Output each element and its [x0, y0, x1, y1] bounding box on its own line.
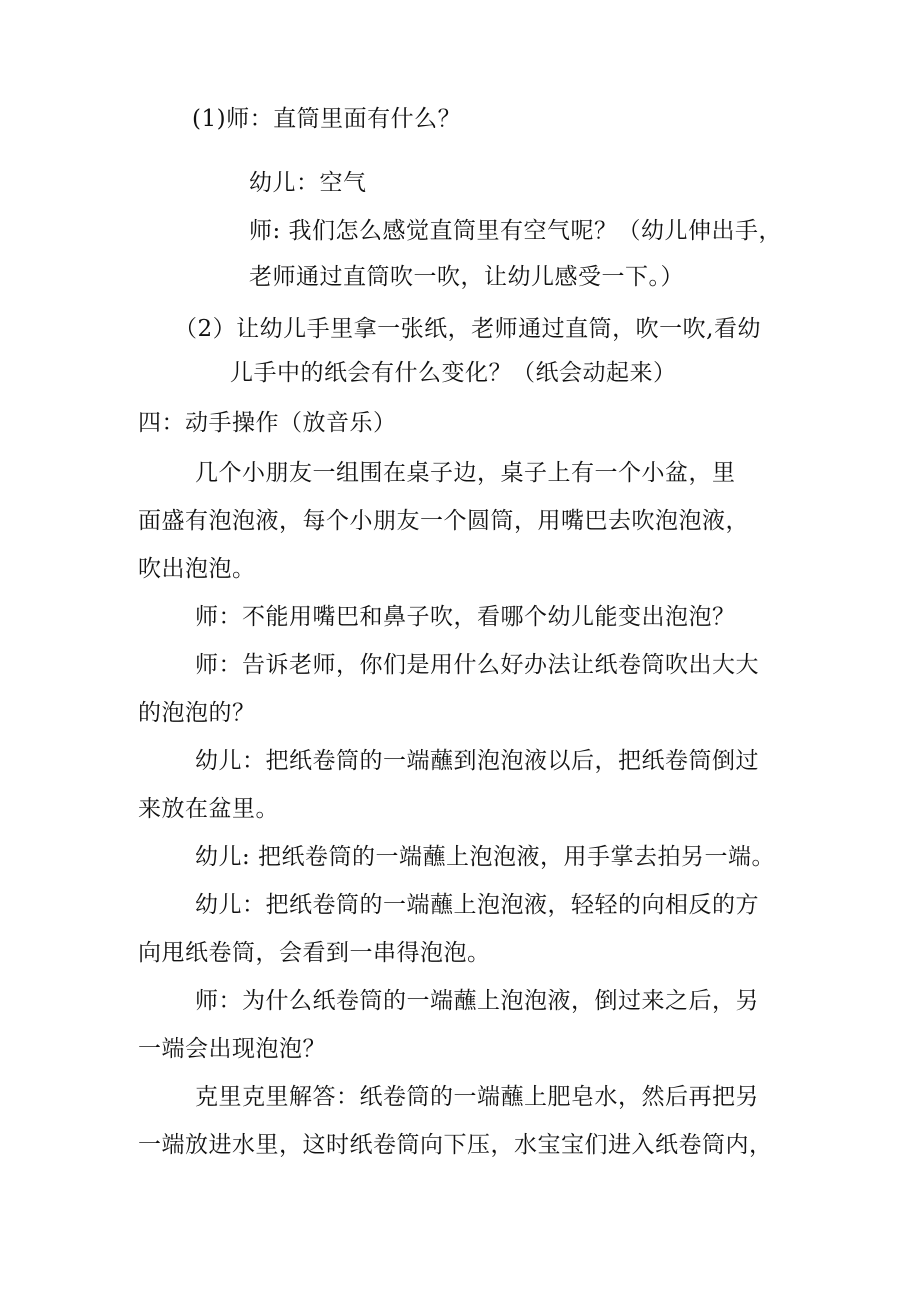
paragraph-line: 面盛有泡泡液，每个小朋友一个圆筒，用嘴巴去吹泡泡液，: [138, 508, 749, 534]
text-line-q2-cont: 儿手中的纸会有什么变化？（纸会动起来）: [230, 360, 677, 386]
paragraph-line: 幼儿: 把纸卷筒的一端蘸上泡泡液，用手掌去拍另一端。: [195, 844, 776, 870]
paragraph-line: 来放在盆里。: [138, 796, 279, 822]
paragraph-line: 师：为什么纸卷筒的一端蘸上泡泡液，倒过来之后，另: [195, 988, 759, 1014]
paragraph-line: 一端放进水里，这时纸卷筒向下压，水宝宝们进入纸卷筒内，: [138, 1132, 773, 1158]
paragraph-line: 的泡泡的？: [138, 700, 256, 726]
text-line-teacher-question-cont: 老师通过直筒吹一吹，让幼儿感受一下。）: [249, 264, 684, 290]
paragraph-line: 克里克里解答：纸卷筒的一端蘸上肥皂水，然后再把另: [195, 1084, 759, 1110]
paragraph-line: 幼儿：把纸卷筒的一端蘸上泡泡液，轻轻的向相反的方: [195, 892, 759, 918]
paragraph-line: 吹出泡泡。: [138, 556, 256, 582]
text-line-q1: (1)师：直筒里面有什么？: [192, 106, 462, 132]
paragraph-line: 师：告诉老师，你们是用什么好办法让纸卷筒吹出大大: [195, 652, 759, 678]
paragraph-line: 几个小朋友一组围在桌子边，桌子上有一个小盆，里: [195, 460, 736, 486]
text-line-teacher-question: 师: 我们怎么感觉直筒里有空气呢？（幼儿伸出手，: [249, 218, 783, 244]
text-line-child-answer-air: 幼儿：空气: [249, 170, 367, 196]
paragraph-line: 幼儿：把纸卷筒的一端蘸到泡泡液以后，把纸卷筒倒过: [195, 748, 759, 774]
paragraph-line: 师：不能用嘴巴和鼻子吹，看哪个幼儿能变出泡泡？: [195, 604, 736, 630]
paragraph-line: 向甩纸卷筒，会看到一串得泡泡。: [138, 940, 491, 966]
text-line-q2: （2）让幼儿手里拿一张纸，老师通过直筒，吹一吹,看幼: [174, 316, 761, 342]
section-heading-hands-on: 四：动手操作（放音乐）: [138, 410, 397, 436]
paragraph-line: 一端会出现泡泡？: [138, 1036, 326, 1062]
